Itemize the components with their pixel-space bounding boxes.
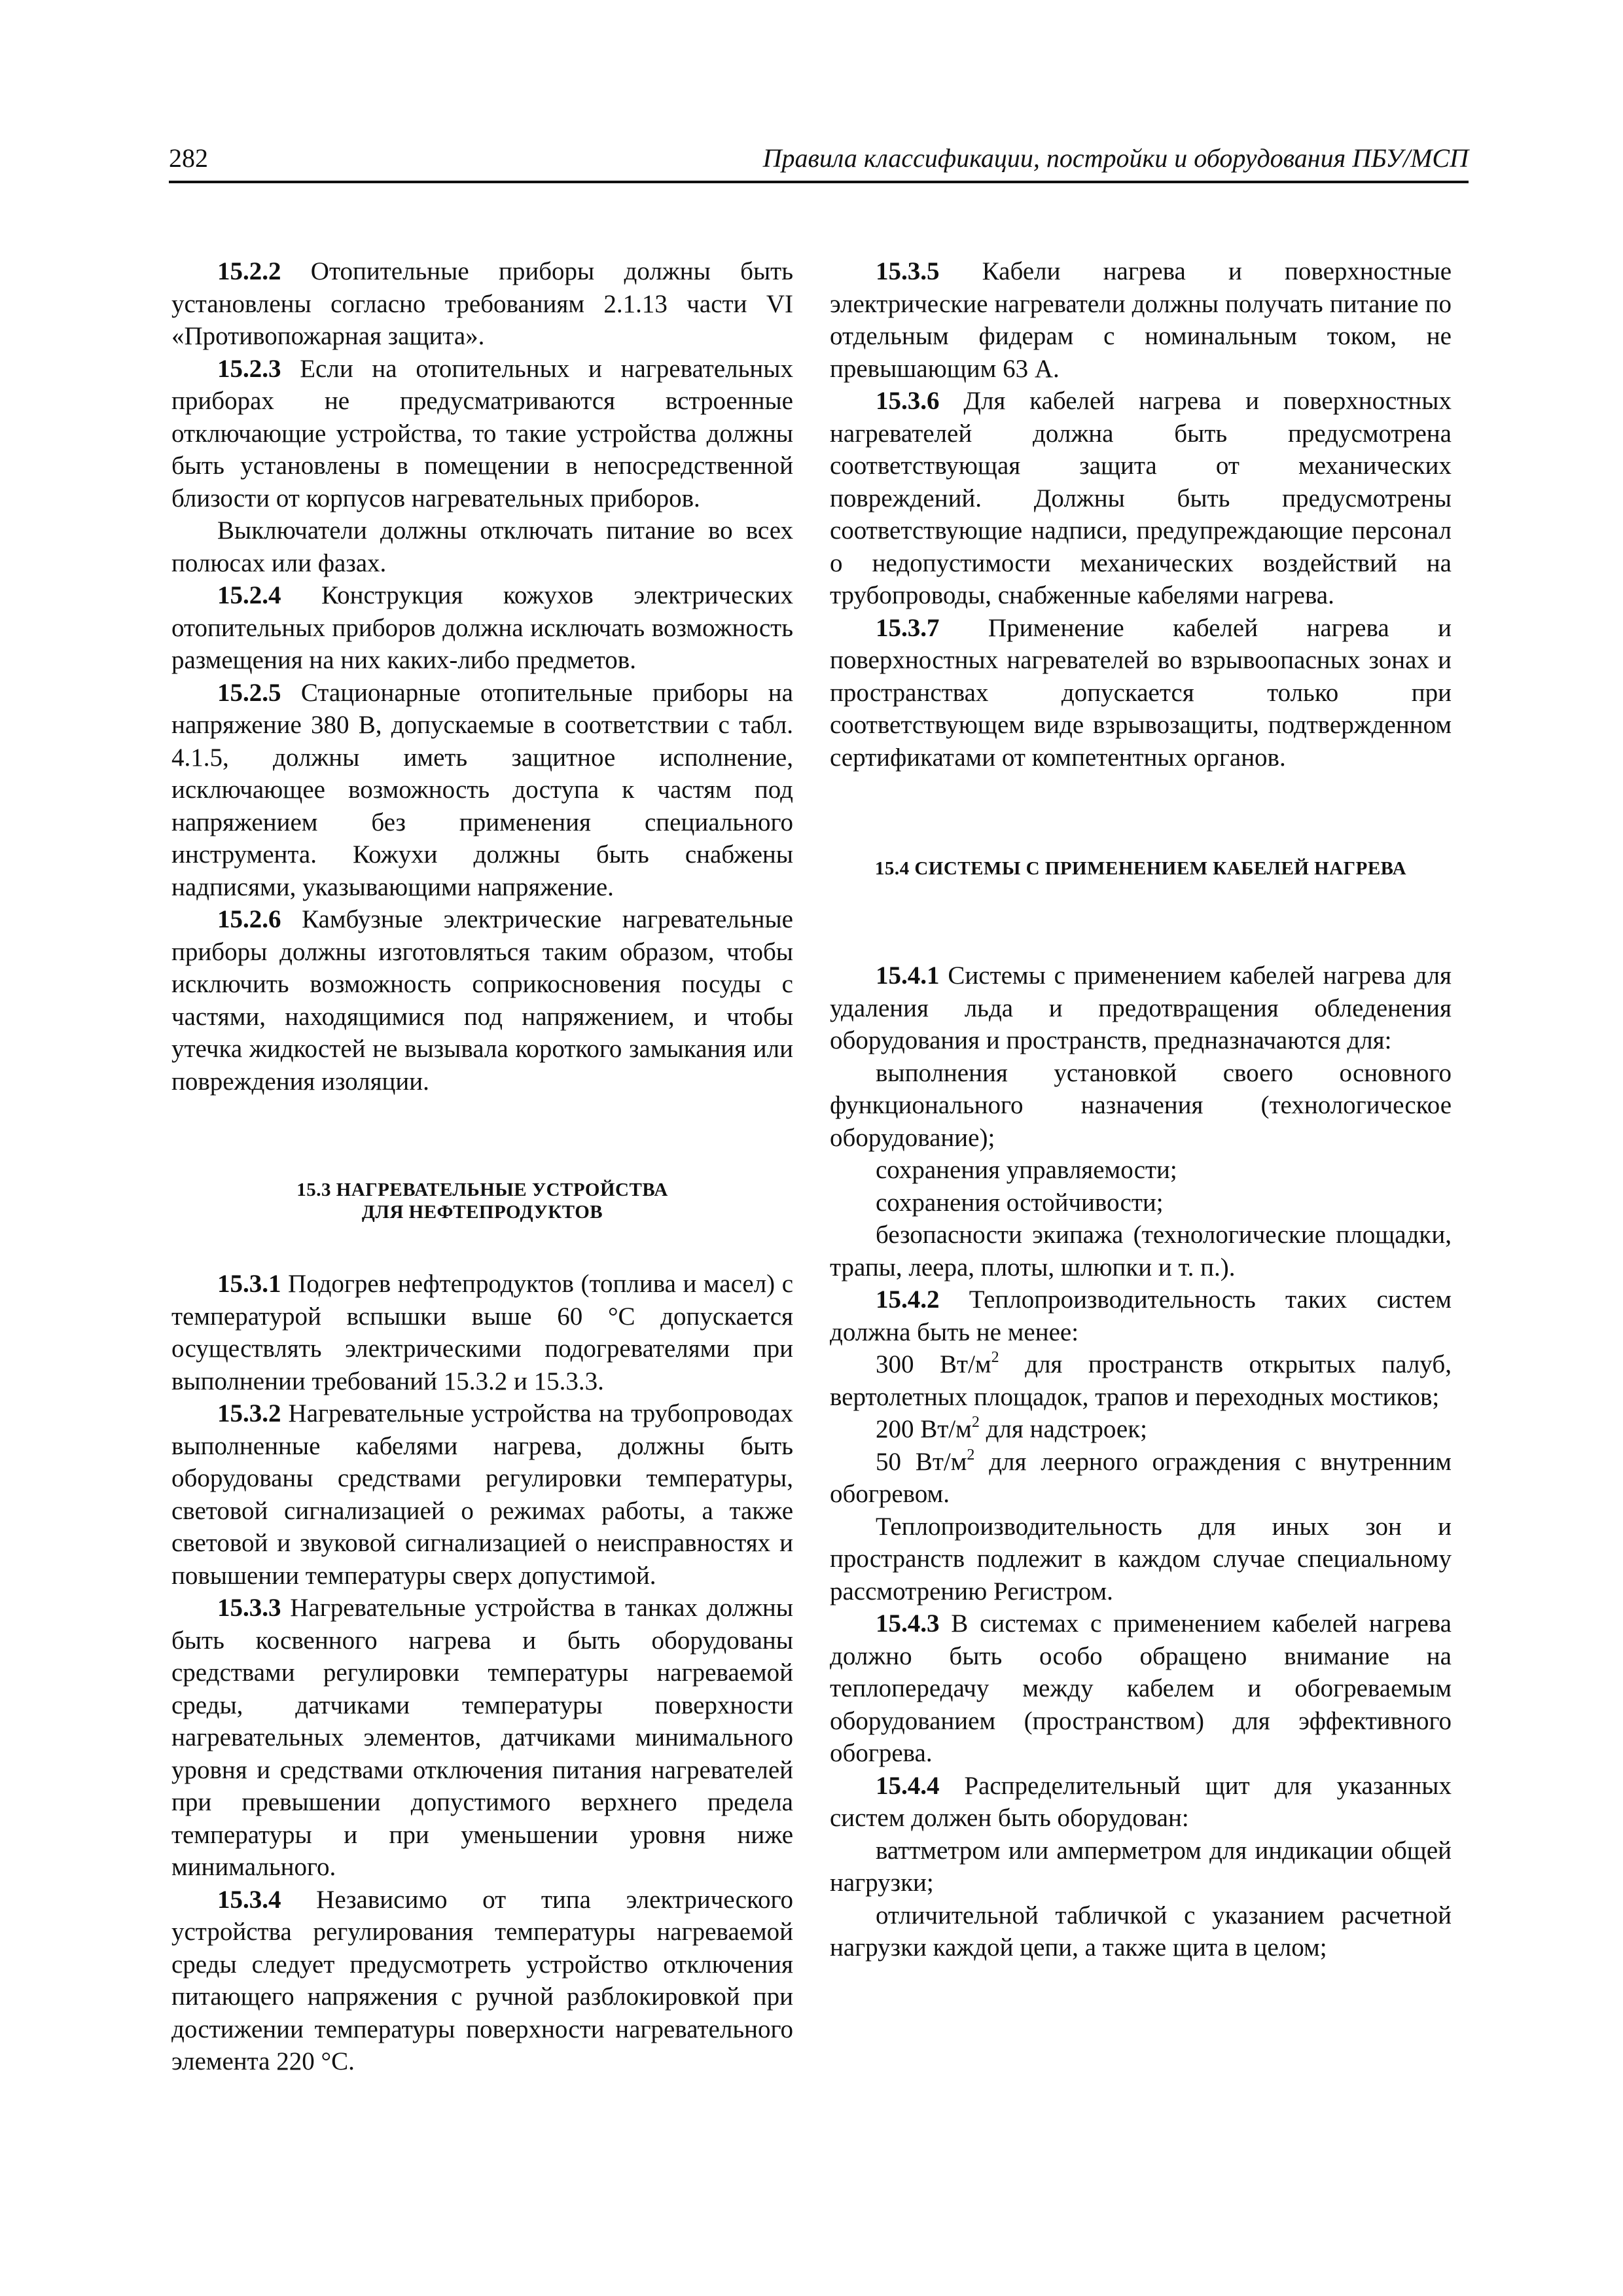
paragraph-switches (171, 514, 793, 579)
list-item: безопасности экипажа (технологические площадки, трапы, леера, плоты, шлюпки и т. п.). (830, 1221, 1452, 1282)
superscript: 2 (971, 1414, 980, 1431)
paragraph-15-3-5 (830, 255, 1452, 385)
paragraph-15-3-7 (830, 612, 1452, 774)
heat-output-value: 200 Вт/м (876, 1415, 972, 1443)
superscript: 2 (967, 1446, 975, 1463)
clause-number: 15.3.6 (876, 387, 940, 415)
paragraph-text: Независимо от типа электрического устройства регулирования температуры нагреваемой среды следует предусмотреть устройство отключения питающего напряжения с ручной разблокировкой при достижении температуры поверхности нагревательного элемента 220 °С. (171, 1885, 793, 2075)
paragraph-text: Теплопроизводительность таких систем должна быть не менее: (830, 1285, 1452, 1346)
list-item (830, 1446, 1452, 1511)
paragraph-text: Подогрев нефтепродуктов (топлива и масел) с температурой вспышки выше 60 °С допускается осуществлять электрическими подогревателями при выполнении требований 15.3.2 и 15.3.3. (171, 1270, 793, 1395)
paragraph-text: Выключатели должны отключать питание во всех полюсах или фазах. (171, 516, 793, 577)
superscript: 2 (991, 1349, 999, 1366)
paragraph-15-4-4 (830, 1770, 1452, 1835)
list-item-text: для леерного ограждения с внутренним обогревом. (830, 1447, 1452, 1508)
paragraph-text: Применение кабелей нагрева и поверхностных нагревателей во взрывоопасных зонах и пространствах допускается только при соответствующем виде взрывозащиты, подтвержденном сертификатами от компетентных органов. (830, 613, 1452, 772)
paragraph-text: Кабели нагрева и поверхностные электрические нагреватели должны получать питание по отдельным фидерам с номинальным током, не превышающим 63 А. (830, 257, 1452, 383)
clause-number: 15.4.2 (876, 1285, 940, 1314)
clause-number: 15.3.1 (217, 1270, 281, 1298)
list-item: сохранения управляемости; (876, 1156, 1177, 1184)
clause-number: 15.2.5 (217, 678, 281, 707)
list-item: ваттметром или амперметром для индикации общей нагрузки; (830, 1836, 1452, 1897)
list-item: сохранения остойчивости; (876, 1188, 1164, 1217)
paragraph-15-4-3 (830, 1607, 1452, 1770)
paragraph-15-3-2 (171, 1397, 793, 1592)
paragraph-text: Распределительный щит для указанных систем должен быть оборудован: (830, 1771, 1452, 1832)
paragraph-text: Камбузные электрические нагревательные приборы должны изготовляться таким образом, чтобы исключить возможность соприкосновения посуды с частями, находящимися под напряжением, и чтобы утечка жидкостей не вызывала короткого замыкания или повреждения изоляции. (171, 905, 793, 1096)
paragraph-text: Если на отопительных и нагревательных приборах не предусматриваются встроенные отключающие устройства, то такие устройства должны быть установлены в помещении в непосредственной близости от корпусов нагревательных приборов. (171, 354, 793, 512)
page-number: 282 (169, 143, 208, 173)
heat-output-value: 50 Вт/м (876, 1447, 967, 1476)
list-item: выполнения установкой своего основного функционального назначения (технологическое оборудование); (830, 1058, 1452, 1152)
paragraph-15-4-1 (830, 960, 1452, 1057)
clause-number: 15.3.5 (876, 257, 940, 285)
paragraph-15-2-6 (171, 903, 793, 1098)
right-column (830, 255, 1452, 1964)
paragraph-15-2-3 (171, 353, 793, 515)
section-heading-line: ДЛЯ НЕФТЕПРОДУКТОВ (361, 1202, 603, 1223)
paragraph-text: Нагревательные устройства на трубопроводах выполненные кабелями нагрева, должны быть оборудованы средствами регулировки температуры, световой сигнализацией о режимах работы, а также световой и звуковой сигнализацией о неисправностях и повышении температуры сверх допустимой. (171, 1399, 793, 1590)
clause-number: 15.3.3 (217, 1594, 281, 1622)
left-column (171, 255, 793, 2078)
clause-number: 15.2.6 (217, 905, 281, 933)
running-title: Правила классификации, постройки и оборудования ПБУ/МСП (762, 143, 1469, 173)
header-rule (169, 181, 1469, 183)
page-header (169, 139, 1469, 181)
paragraph-other-zones: Теплопроизводительность для иных зон и пространств подлежит в каждом случае специальному рассмотрению Регистром. (830, 1512, 1452, 1605)
paragraph-text: Системы с применением кабелей нагрева для удаления льда и предотвращения обледенения оборудования и пространств, предназначаются для: (830, 961, 1452, 1054)
paragraph-15-3-3 (171, 1592, 793, 1884)
clause-number: 15.2.2 (217, 257, 281, 285)
clause-number: 15.3.2 (217, 1399, 281, 1427)
paragraph-text: Стационарные отопительные приборы на напряжение 380 В, допускаемые в соответствии с табл. 4.1.5, должны иметь защитное исполнение, исключающее возможность доступа к частям под напряжением без применения специального инструмента. Кожухи должны быть снабжены надписями, указывающими напряжение. (171, 678, 793, 901)
heat-output-value: 300 Вт/м (876, 1350, 991, 1378)
paragraph-15-2-4 (171, 579, 793, 677)
list-item-text: для надстроек; (979, 1415, 1147, 1443)
section-heading-15-3 (171, 1179, 793, 1223)
section-heading-line: 15.3 НАГРЕВАТЕЛЬНЫЕ УСТРОЙСТВА (296, 1179, 668, 1200)
list-item (830, 1348, 1452, 1413)
clause-number: 15.3.7 (876, 613, 940, 642)
paragraph-15-3-1 (171, 1268, 793, 1397)
clause-number: 15.3.4 (217, 1885, 281, 1914)
paragraph-15-2-5 (171, 677, 793, 904)
clause-number: 15.4.1 (876, 961, 940, 990)
paragraph-15-2-2 (171, 255, 793, 353)
section-heading-15-4: 15.4 СИСТЕМЫ С ПРИМЕНЕНИЕМ КАБЕЛЕЙ НАГРЕВА (874, 858, 1407, 879)
clause-number: 15.2.3 (217, 354, 281, 383)
paragraph-15-3-4 (171, 1884, 793, 2078)
list-item (830, 1413, 1452, 1446)
paragraph-text: Отопительные приборы должны быть установлены согласно требованиям 2.1.13 части VI «Противопожарная защита». (171, 257, 793, 350)
list-item-text: для пространств открытых палуб, вертолетных площадок, трапов и переходных мостиков; (830, 1350, 1452, 1411)
paragraph-text: Нагревательные устройства в танках должны быть косвенного нагрева и быть оборудованы средствами регулировки температуры нагреваемой среды, датчиками температуры поверхности нагревательных элементов, датчиками минимального уровня и средствами отключения питания нагревателей при превышении допустимого верхнего предела температуры и при уменьшении уровня ниже минимального. (171, 1594, 793, 1881)
paragraph-text: Конструкция кожухов электрических отопительных приборов должна исключать возможность размещения на них каких-либо предметов. (171, 581, 793, 674)
list-item: отличительной табличкой с указанием расчетной нагрузки каждой цепи, а также щита в целом; (830, 1901, 1452, 1962)
paragraph-15-3-6 (830, 385, 1452, 612)
clause-number: 15.2.4 (217, 581, 281, 609)
paragraph-text: Для кабелей нагрева и поверхностных нагревателей должна быть предусмотрена соответствующая защита от механических повреждений. Должны быть предусмотрены соответствующие надписи, предупреждающие персонал о недопустимости механических воздействий на трубопроводы, снабженные кабелями нагрева. (830, 387, 1452, 609)
clause-number: 15.4.3 (876, 1609, 940, 1638)
clause-number: 15.4.4 (876, 1771, 940, 1800)
paragraph-text: В системах с применением кабелей нагрева должно быть особо обращено внимание на теплопередачу между кабелем и обогреваемым оборудованием (пространством) для эффективного обогрева. (830, 1609, 1452, 1767)
paragraph-15-4-2 (830, 1283, 1452, 1348)
